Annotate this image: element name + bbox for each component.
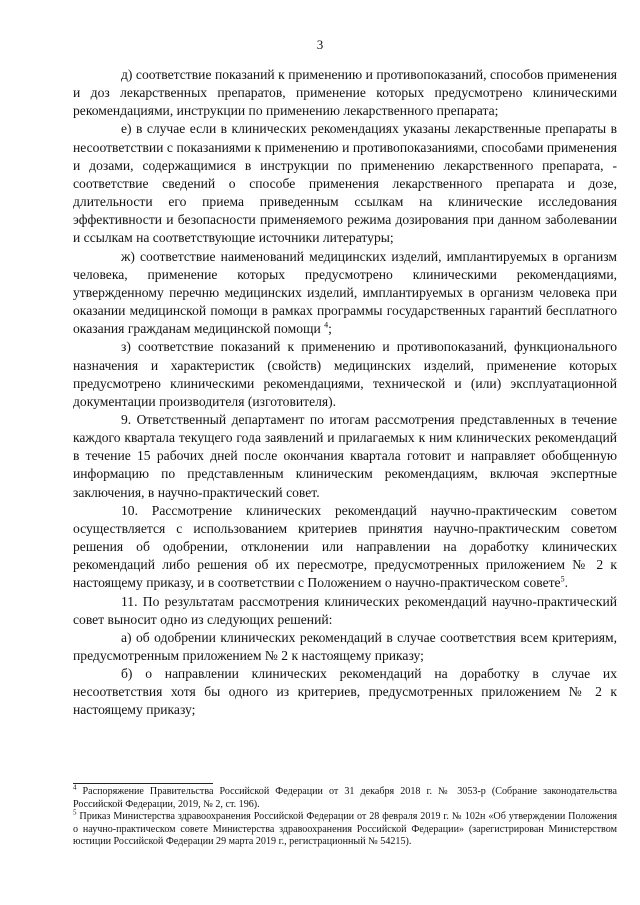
paragraph-b <box>73 665 617 719</box>
body-text <box>73 66 617 720</box>
paragraph-z <box>73 338 617 411</box>
footnotes <box>73 783 617 849</box>
footnote-ref: 4 <box>324 320 329 330</box>
paragraph-zh <box>73 248 617 339</box>
paragraph-text: 11. По результатам рассмотрения клинических рекомендаций научно-практический совет выносит одно из следующих решений: <box>73 593 617 627</box>
footnote-number: 4 <box>73 783 77 792</box>
footnote-text: Приказ Министерства здравоохранения Российской Федерации от 28 февраля 2019 г. № 102н «Об утверждении Положения о научно-практическом совете Министерства здравоохранения Российской Федерации» (зарегистрирован Министерством юстиции Российской Федерации 29 марта 2019 г., регистрационный № 54215). <box>73 811 617 848</box>
paragraph-text: 9. Ответственный департамент по итогам рассмотрения представленных в течение каждого квартала текущего года заявлений и прилагаемых к ним клинических рекомендаций в течение 15 рабочих дней после окончания квартала готовит и направляет обобщенную информацию по представленным клиническим рекомендациям, включая экспертные заключения, в научно-практический совет. <box>73 411 617 500</box>
footnote-number: 5 <box>73 808 77 817</box>
paragraph-text: 10. Рассмотрение клинических рекомендаций научно-практическим советом осуществляется с использованием критериев принятия научно-практическим советом решения об одобрении, отклонении или направлении на доработку клинических рекомендаций либо решения об их пересмотре, предусмотренных приложением № 2 к настоящему приказу, и в соответствии с Положением о научно-практическом совете <box>73 502 617 591</box>
footnote-4 <box>73 783 617 811</box>
paragraph-punct: ; <box>328 321 332 337</box>
paragraph-10 <box>73 502 617 593</box>
footnote-5 <box>73 808 617 849</box>
paragraph-text: а) об одобрении клинических рекомендаций в случае соответствия всем критериям, предусмотренным приложением № 2 к настоящему приказу; <box>73 629 617 663</box>
footnote-ref: 5 <box>560 574 565 584</box>
paragraph-d <box>73 66 617 120</box>
paragraph-11 <box>73 593 617 629</box>
paragraph-text: з) соответствие показаний к применению и противопоказаний, функционального назначения и характеристик (свойств) медицинских изделий, применение которых предусмотрено клиническими рекомендациями, технической и (или) эксплуатационной документации производителя (изготовителя). <box>73 339 617 409</box>
page-number: 3 <box>316 37 324 52</box>
footnote-divider <box>73 783 213 784</box>
paragraph-punct: . <box>564 575 568 591</box>
footnote-text: Распоряжение Правительства Российской Федерации от 31 декабря 2018 г. № 3053-р (Собрание законодательства Российской Федерации, 2019, № 2, ст. 196). <box>73 786 617 810</box>
paragraph-text: б) о направлении клинических рекомендаций на доработку в случае их несоответствия хотя бы одного из критериев, предусмотренных приложением № 2 к настоящему приказу; <box>73 666 617 718</box>
paragraph-text: д) соответствие показаний к применению и противопоказаний, способов применения и доз лекарственных препаратов, применение которых предусмотрено клиническими рекомендациями, инструкции по применению лекарственного препарата; <box>73 67 617 119</box>
paragraph-e <box>73 120 617 247</box>
paragraph-text: е) в случае если в клинических рекомендациях указаны лекарственные препараты в несоответствии с показаниями к применению и противопоказаниями, способами применения и дозами, содержащимися в инструкции по применению лекарственного препарата, - соответствие сведений о способе применения лекарственного препарата и дозе, длительности его приема приведенным ссылкам на клинические исследования эффективности и безопасности применяемого режима дозирования при данном заболевании и ссылкам на соответствующие источники литературы; <box>73 121 617 246</box>
paragraph-a <box>73 629 617 665</box>
paragraph-9 <box>73 411 617 502</box>
paragraph-text: ж) соответствие наименований медицинских изделий, имплантируемых в организм человека, применение которых предусмотрено клиническими рекомендациями, утвержденному перечню медицинских изделий, имплантируемых в организм человека при оказании медицинской помощи в рамках программы государственных гарантий бесплатного оказания гражданам медицинской помощи <box>73 248 617 337</box>
